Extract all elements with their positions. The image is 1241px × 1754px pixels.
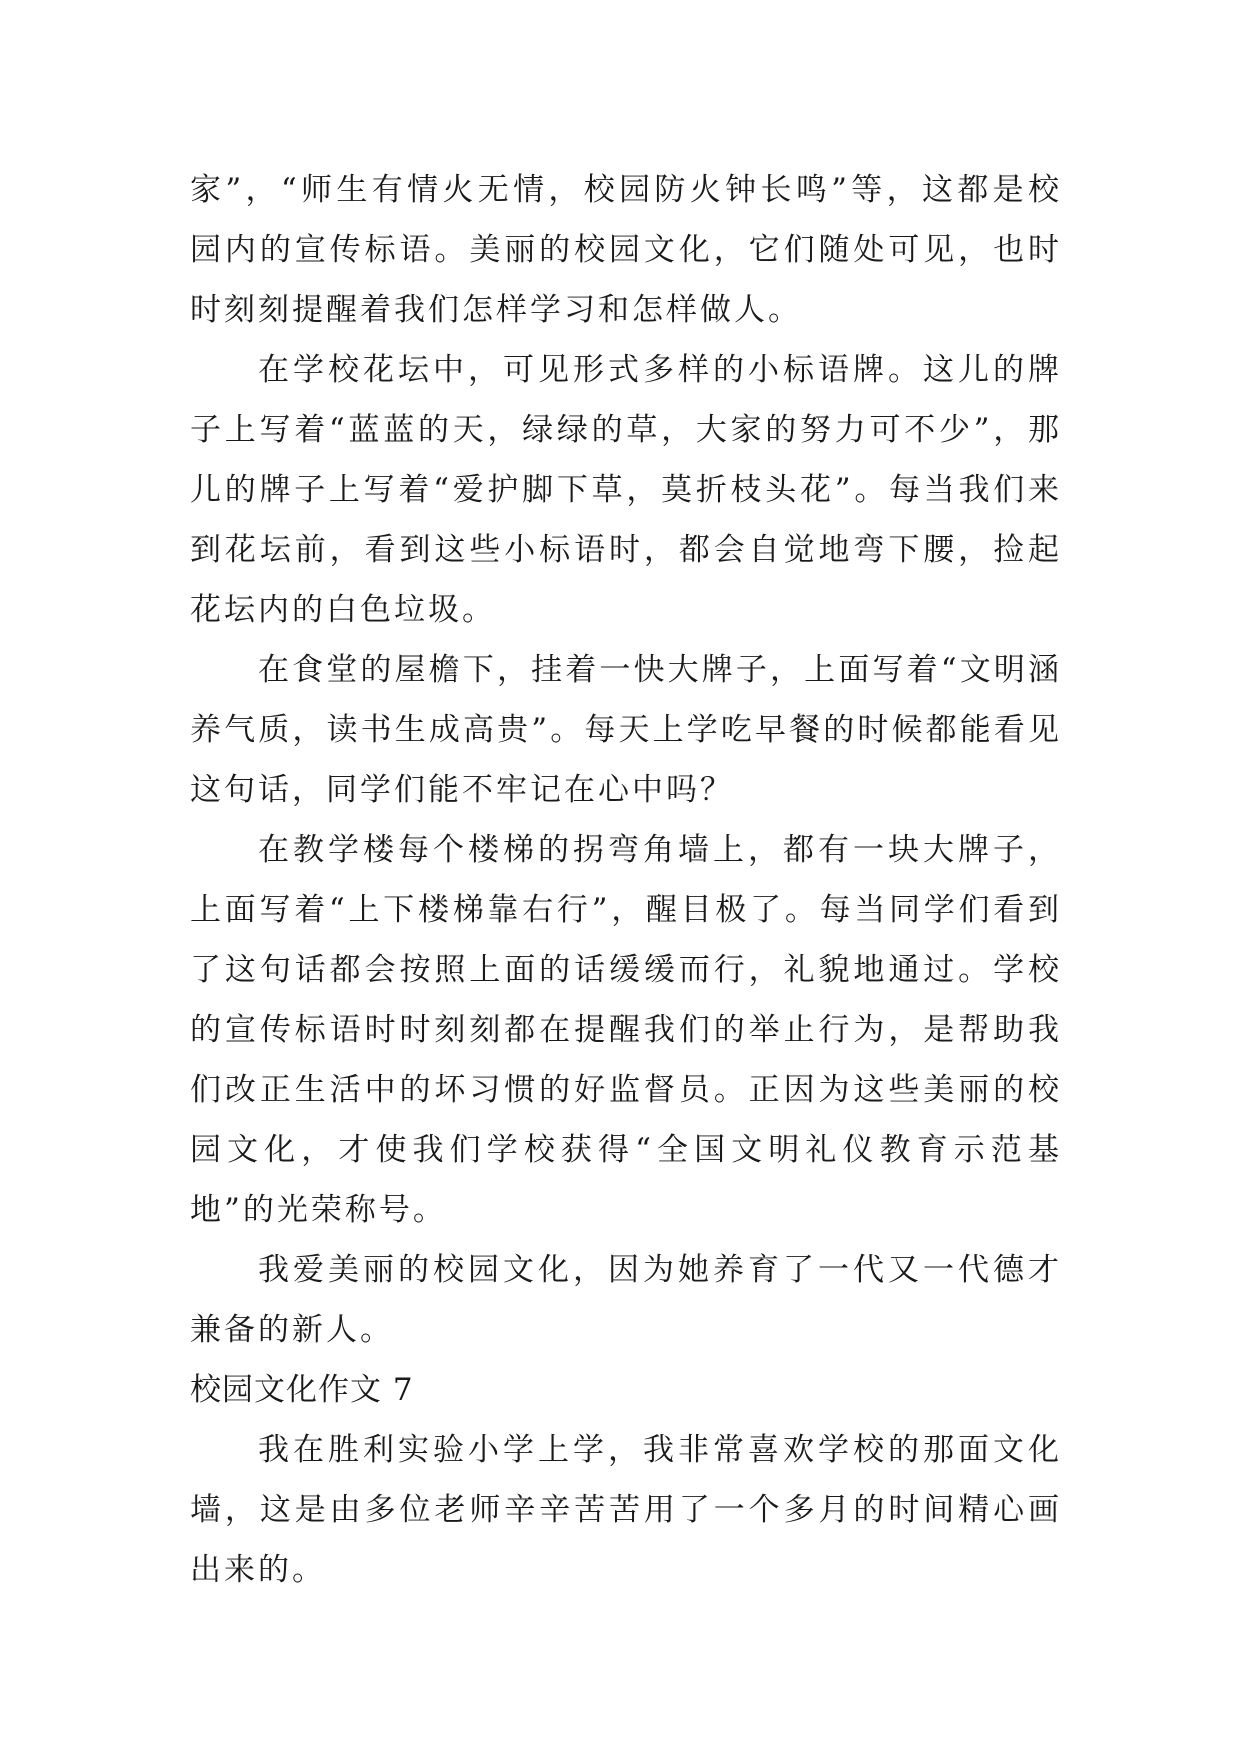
paragraph-2: 在学校花坛中，可见形式多样的小标语牌。这儿的牌子上写着“蓝蓝的天，绿绿的草，大家的努力可不少”，那儿的牌子上写着“爱护脚下草，莫折枝头花”。每当我们来到花坛前，看到这些小标语时，都会自觉地弯下腰，捡起花坛内的白色垃圾。	[190, 352, 1062, 628]
paragraph-1: 家”，“师生有情火无情，校园防火钟长鸣”等，这都是校园内的宣传标语。美丽的校园文化，它们随处可见，也时时刻刻提醒着我们怎样学习和怎样做人。	[190, 172, 1062, 328]
paragraph-5: 我爱美丽的校园文化，因为她养育了一代又一代德才兼备的新人。	[190, 1252, 1062, 1348]
paragraph-3: 在食堂的屋檐下，挂着一快大牌子，上面写着“文明涵养气质，读书生成高贵”。每天上学吃早餐的时候都能看见这句话，同学们能不牢记在心中吗？	[190, 652, 1062, 808]
section-title: 校园文化作文 7	[190, 1372, 414, 1408]
document-body	[190, 160, 1062, 1600]
section-paragraph-1: 我在胜利实验小学上学，我非常喜欢学校的那面文化墙，这是由多位老师辛辛苦苦用了一个多月的时间精心画出来的。	[190, 1432, 1062, 1588]
paragraph-4: 在教学楼每个楼梯的拐弯角墙上，都有一块大牌子，上面写着“上下楼梯靠右行”，醒目极了。每当同学们看到了这句话都会按照上面的话缓缓而行，礼貌地通过。学校的宣传标语时时刻刻都在提醒我们的举止行为，是帮助我们改正生活中的坏习惯的好监督员。正因为这些美丽的校园文化，才使我们学校获得“全国文明礼仪教育示范基地”的光荣称号。	[190, 832, 1062, 1228]
